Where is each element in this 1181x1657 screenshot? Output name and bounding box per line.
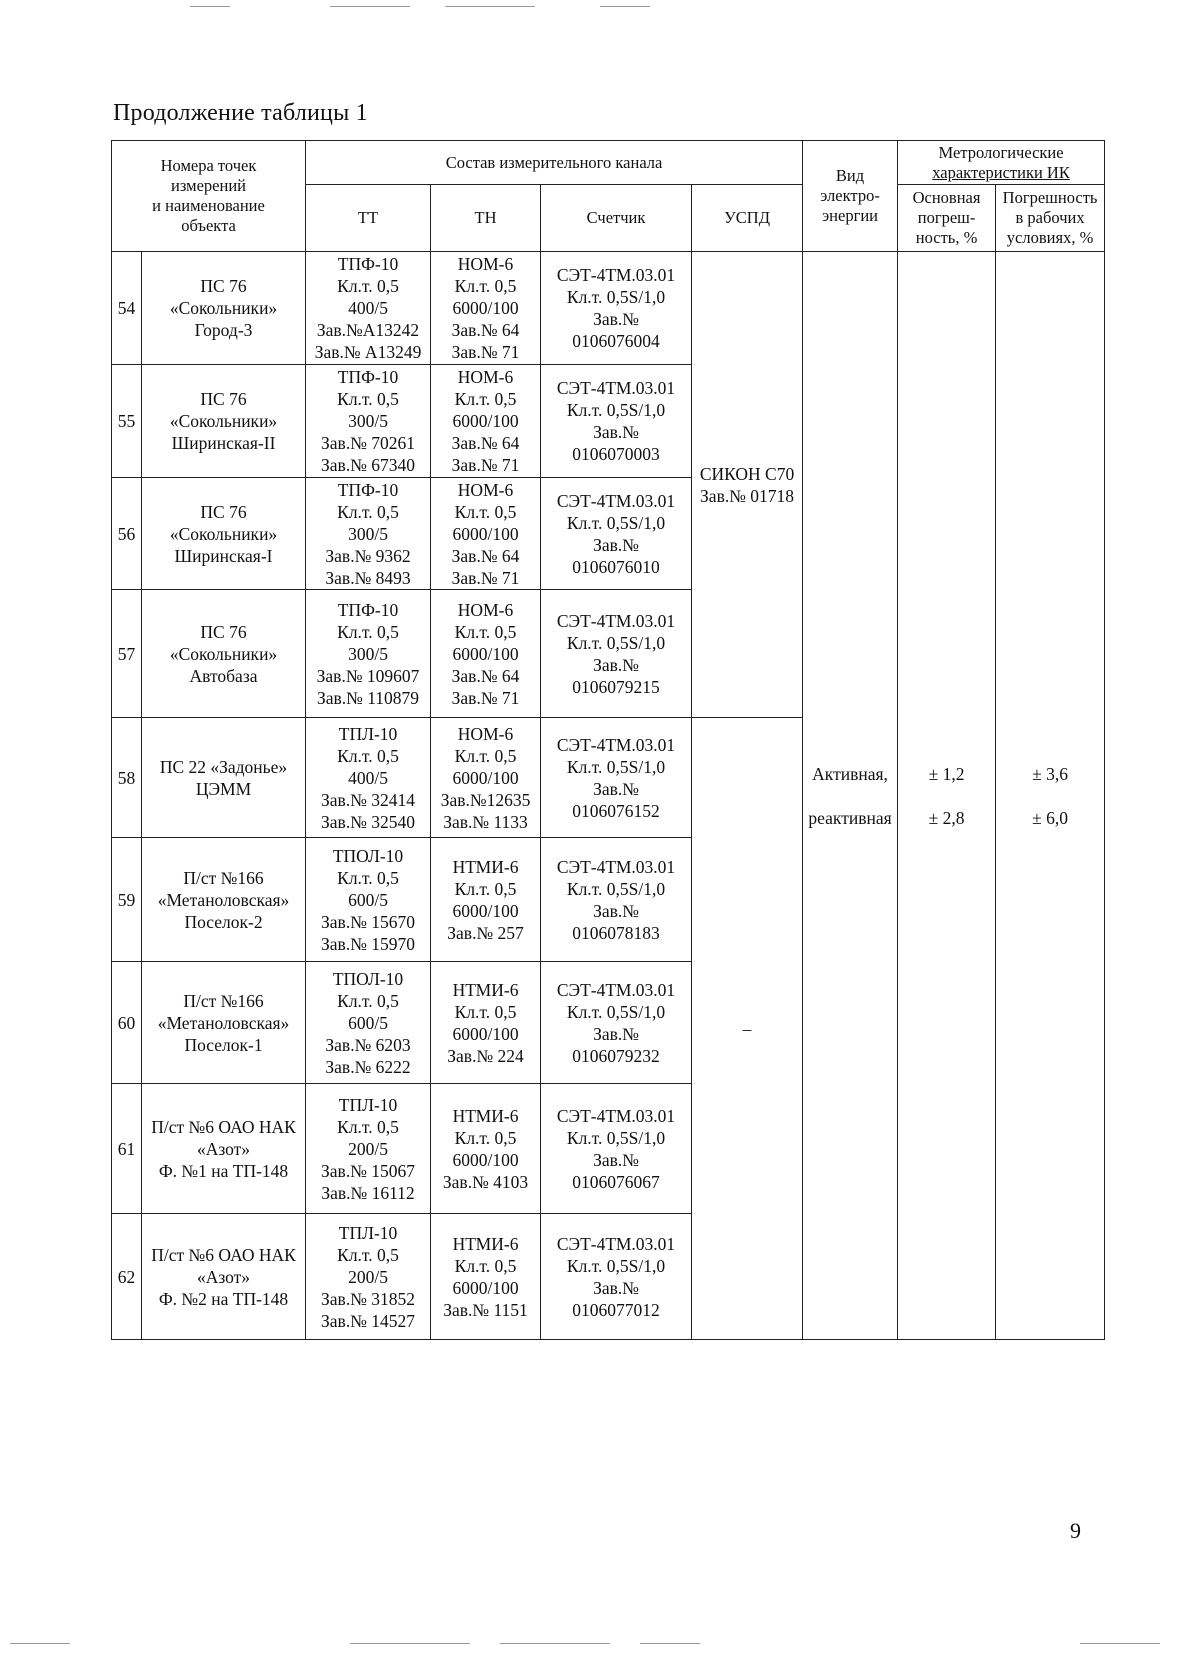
- row-number: 59: [112, 838, 142, 962]
- row-number: 62: [112, 1214, 142, 1340]
- basic-error-cell: ± 1,2 ± 2,8: [898, 252, 996, 1340]
- header-points: Номера точек измерений и наименование объекта: [112, 141, 306, 252]
- scan-artifact-top: [330, 6, 410, 7]
- scan-artifact-bottom: [640, 1643, 700, 1644]
- tn-cell: НТМИ-6 Кл.т. 0,5 6000/100 Зав.№ 1151: [431, 1214, 541, 1340]
- work-error-cell: ± 3,6 ± 6,0: [996, 252, 1105, 1340]
- scan-artifact-top: [600, 6, 650, 7]
- object-name: ПС 76 «Сокольники» Город-3: [142, 252, 306, 365]
- tt-cell: ТПЛ-10 Кл.т. 0,5 400/5 Зав.№ 32414 Зав.№ 32540: [306, 718, 431, 838]
- page-number: 9: [1070, 1518, 1081, 1543]
- tn-cell: НОМ-6 Кл.т. 0,5 6000/100 Зав.№ 64 Зав.№ 71: [431, 252, 541, 365]
- energy-type-cell: Активная, реактивная: [803, 252, 898, 1340]
- scan-artifact-bottom: [1080, 1643, 1160, 1644]
- tt-cell: ТПЛ-10 Кл.т. 0,5 200/5 Зав.№ 15067 Зав.№ 16112: [306, 1084, 431, 1214]
- tt-cell: ТПОЛ-10 Кл.т. 0,5 600/5 Зав.№ 15670 Зав.№ 15970: [306, 838, 431, 962]
- object-name: П/ст №166 «Метаноловская» Поселок-1: [142, 962, 306, 1084]
- header-uspd: УСПД: [692, 185, 803, 252]
- object-name: ПС 76 «Сокольники» Автобаза: [142, 590, 306, 718]
- tt-cell: ТПФ-10 Кл.т. 0,5 300/5 Зав.№ 109607 Зав.№ 110879: [306, 590, 431, 718]
- meter-cell: СЭТ-4ТМ.03.01 Кл.т. 0,5S/1,0 Зав.№ 0106076010: [541, 478, 692, 590]
- meter-cell: СЭТ-4ТМ.03.01 Кл.т. 0,5S/1,0 Зав.№ 0106076004: [541, 252, 692, 365]
- header-channel: Состав измерительного канала: [306, 141, 803, 185]
- row-number: 61: [112, 1084, 142, 1214]
- row-number: 54: [112, 252, 142, 365]
- scan-artifact-bottom: [350, 1643, 470, 1644]
- meter-cell: СЭТ-4ТМ.03.01 Кл.т. 0,5S/1,0 Зав.№ 0106079215: [541, 590, 692, 718]
- row-number: 55: [112, 365, 142, 478]
- row-number: 56: [112, 478, 142, 590]
- table-row: [112, 252, 1105, 365]
- meter-cell: СЭТ-4ТМ.03.01 Кл.т. 0,5S/1,0 Зав.№ 0106076152: [541, 718, 692, 838]
- row-number: 60: [112, 962, 142, 1084]
- tt-cell: ТПФ-10 Кл.т. 0,5 300/5 Зав.№ 9362 Зав.№ 8493: [306, 478, 431, 590]
- header-meter: Счетчик: [541, 185, 692, 252]
- object-name: ПС 76 «Сокольники» Ширинская-I: [142, 478, 306, 590]
- tn-cell: НОМ-6 Кл.т. 0,5 6000/100 Зав.№ 64 Зав.№ 71: [431, 590, 541, 718]
- object-name: П/ст №166 «Метаноловская» Поселок-2: [142, 838, 306, 962]
- scan-artifact-bottom: [10, 1643, 70, 1644]
- scan-artifact-top: [445, 6, 535, 7]
- meter-cell: СЭТ-4ТМ.03.01 Кл.т. 0,5S/1,0 Зав.№ 0106077012: [541, 1214, 692, 1340]
- header-basic-error: Основная погреш- ность, %: [898, 185, 996, 252]
- table-caption: Продолжение таблицы 1: [113, 100, 368, 126]
- tn-cell: НТМИ-6 Кл.т. 0,5 6000/100 Зав.№ 257: [431, 838, 541, 962]
- tt-cell: ТПОЛ-10 Кл.т. 0,5 600/5 Зав.№ 6203 Зав.№ 6222: [306, 962, 431, 1084]
- object-name: ПС 22 «Задонье» ЦЭММ: [142, 718, 306, 838]
- header-metro: Метрологические характеристики ИК: [898, 141, 1105, 185]
- tt-cell: ТПФ-10 Кл.т. 0,5 300/5 Зав.№ 70261 Зав.№ 67340: [306, 365, 431, 478]
- object-name: ПС 76 «Сокольники» Ширинская-II: [142, 365, 306, 478]
- meter-cell: СЭТ-4ТМ.03.01 Кл.т. 0,5S/1,0 Зав.№ 0106076067: [541, 1084, 692, 1214]
- header-tt: ТТ: [306, 185, 431, 252]
- tt-cell: ТПЛ-10 Кл.т. 0,5 200/5 Зав.№ 31852 Зав.№ 14527: [306, 1214, 431, 1340]
- scan-artifact-bottom: [500, 1643, 610, 1644]
- header-energy: Вид электро- энергии: [803, 141, 898, 252]
- measurement-table: [111, 140, 1105, 1340]
- row-number: 58: [112, 718, 142, 838]
- tn-cell: НОМ-6 Кл.т. 0,5 6000/100 Зав.№ 64 Зав.№ 71: [431, 478, 541, 590]
- uspd-cell: СИКОН С70 Зав.№ 01718: [692, 252, 803, 718]
- tn-cell: НТМИ-6 Кл.т. 0,5 6000/100 Зав.№ 4103: [431, 1084, 541, 1214]
- header-row-top: [112, 141, 1105, 185]
- meter-cell: СЭТ-4ТМ.03.01 Кл.т. 0,5S/1,0 Зав.№ 0106078183: [541, 838, 692, 962]
- tt-cell: ТПФ-10 Кл.т. 0,5 400/5 Зав.№А13242 Зав.№ А13249: [306, 252, 431, 365]
- object-name: П/ст №6 ОАО НАК «Азот» Ф. №2 на ТП-148: [142, 1214, 306, 1340]
- uspd-cell: –: [692, 718, 803, 1340]
- meter-cell: СЭТ-4ТМ.03.01 Кл.т. 0,5S/1,0 Зав.№ 0106079232: [541, 962, 692, 1084]
- tn-cell: НОМ-6 Кл.т. 0,5 6000/100 Зав.№12635 Зав.№ 1133: [431, 718, 541, 838]
- row-number: 57: [112, 590, 142, 718]
- tn-cell: НТМИ-6 Кл.т. 0,5 6000/100 Зав.№ 224: [431, 962, 541, 1084]
- tn-cell: НОМ-6 Кл.т. 0,5 6000/100 Зав.№ 64 Зав.№ 71: [431, 365, 541, 478]
- header-tn: ТН: [431, 185, 541, 252]
- meter-cell: СЭТ-4ТМ.03.01 Кл.т. 0,5S/1,0 Зав.№ 0106070003: [541, 365, 692, 478]
- object-name: П/ст №6 ОАО НАК «Азот» Ф. №1 на ТП-148: [142, 1084, 306, 1214]
- header-work-error: Погрешность в рабочих условиях, %: [996, 185, 1105, 252]
- scan-artifact-top: [190, 6, 230, 7]
